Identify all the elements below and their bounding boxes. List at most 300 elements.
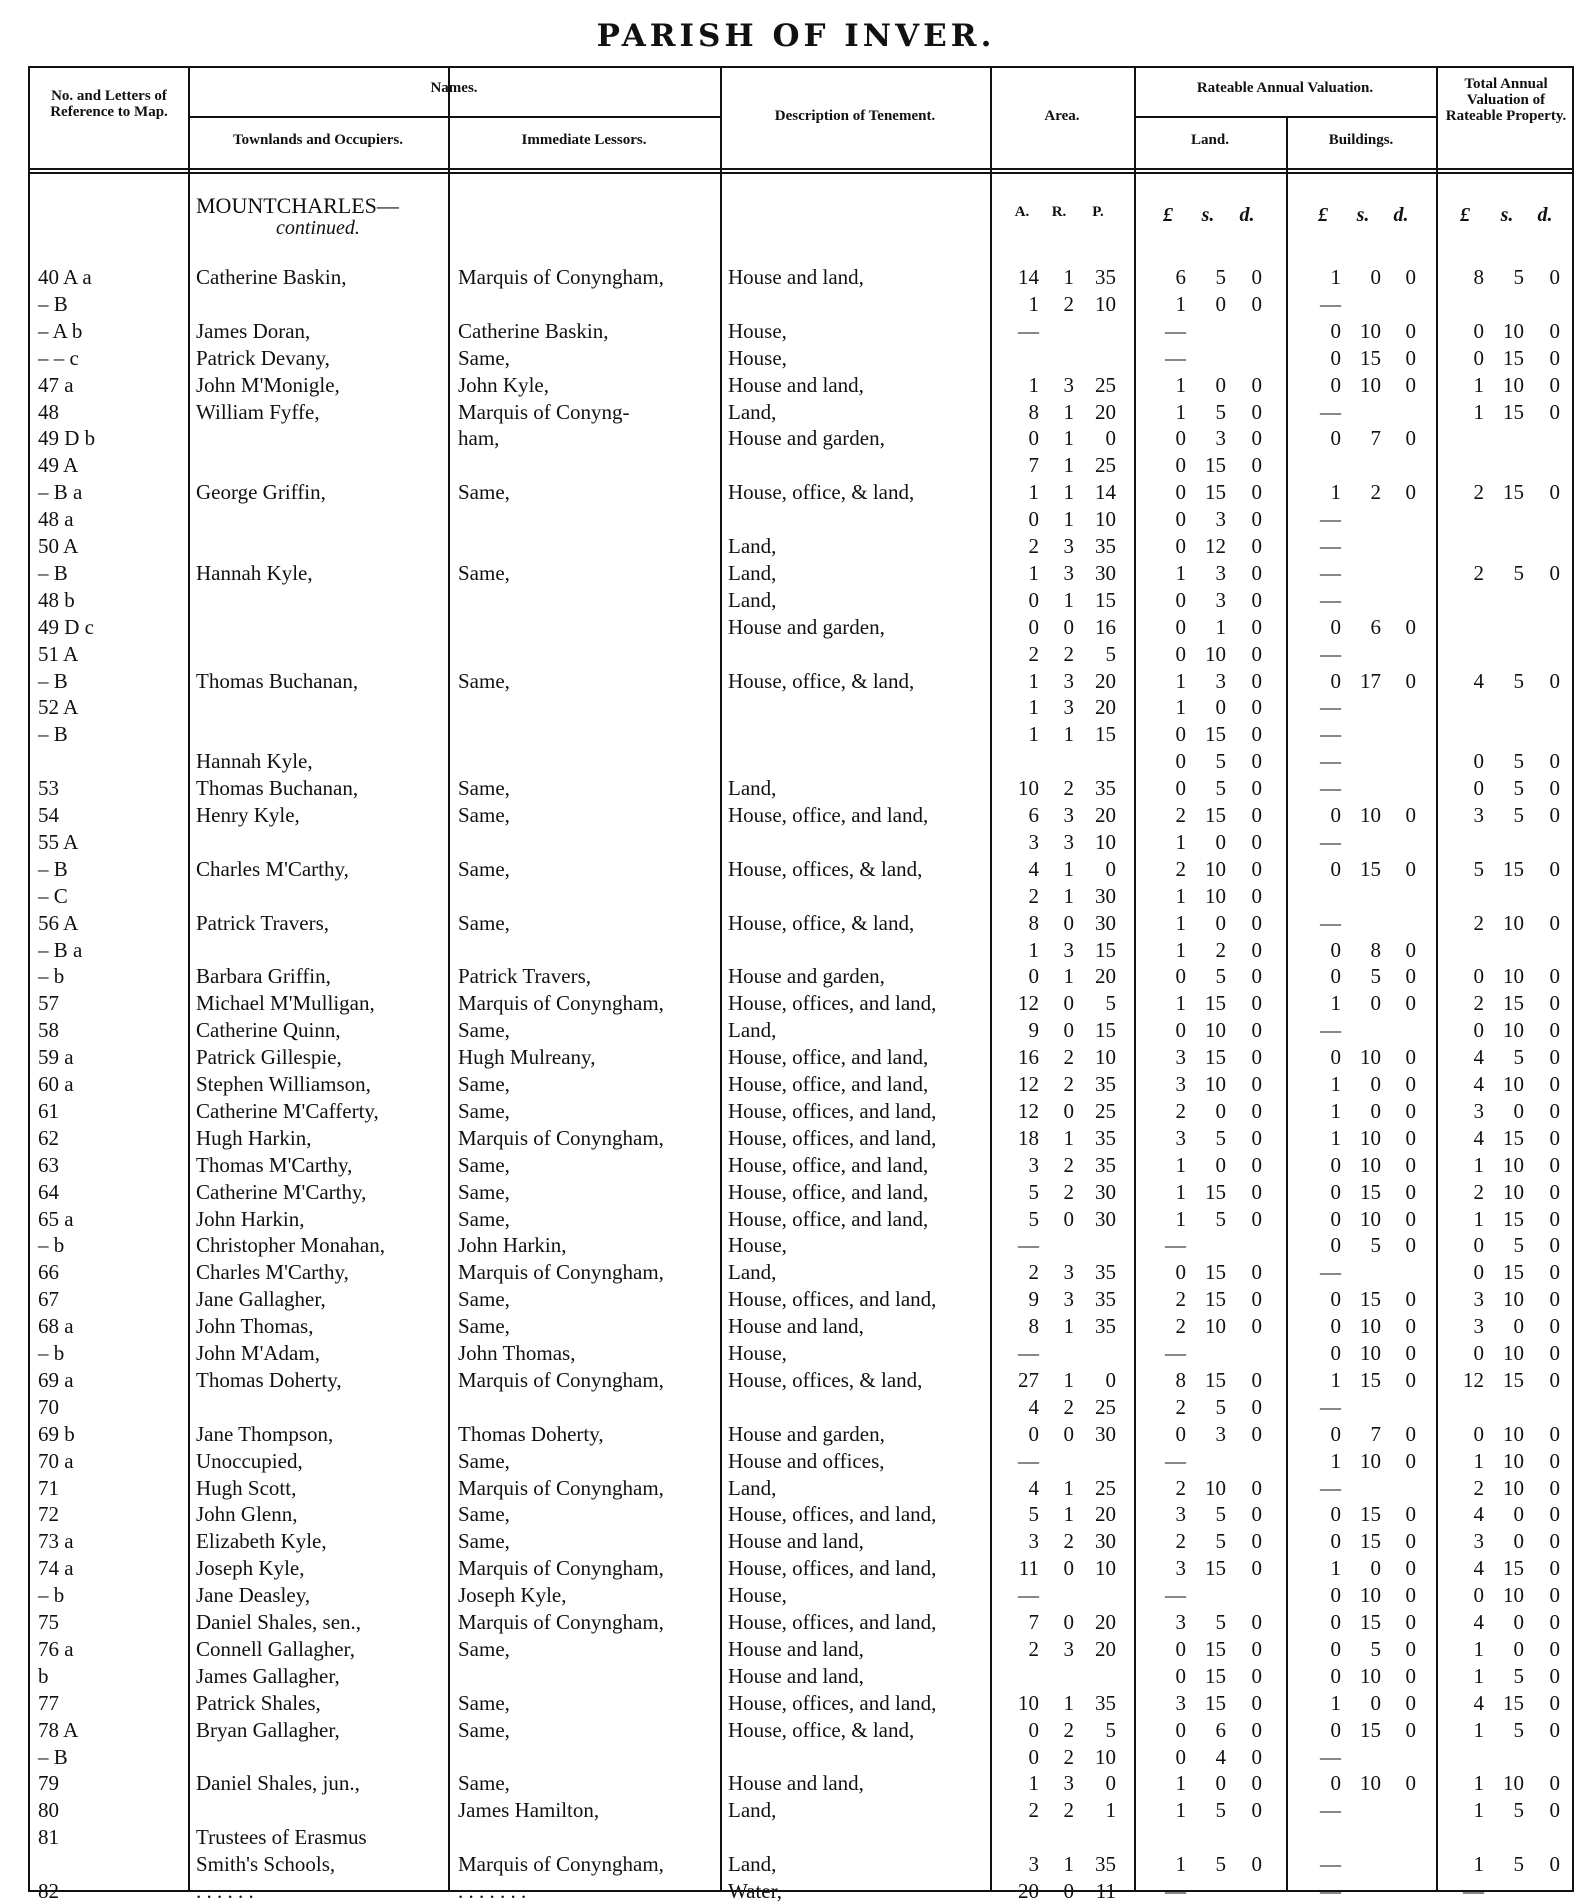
occupier-cell: John Thomas, (196, 1314, 314, 1339)
roods-cell: 0 (1063, 1879, 1074, 1903)
table-row (0, 1717, 1592, 1743)
acres-cell: 10 (1018, 1690, 1039, 1715)
occupier-cell: Patrick Devany, (196, 345, 330, 370)
buildings-pounds-cell: — (1320, 1260, 1341, 1285)
ref-cell: – B (38, 722, 68, 747)
land-pence-cell: 0 (1251, 910, 1262, 935)
total-shillings-cell: 5 (1513, 749, 1524, 774)
land-pounds-cell: 1 (1175, 1179, 1186, 1204)
total-pounds-cell: 4 (1473, 668, 1484, 693)
description-cell: House, offices, & land, (728, 1367, 923, 1392)
lessor-cell: John Kyle, (458, 372, 549, 397)
total-pence-cell: 0 (1549, 1610, 1560, 1634)
total-shillings-cell: 0 (1513, 1610, 1524, 1634)
land-pounds-cell: 2 (1175, 1529, 1186, 1554)
lessor-cell: Same, (458, 856, 510, 881)
total-pence-cell: 0 (1549, 1421, 1560, 1446)
description-cell: Land, (728, 534, 777, 558)
acres-cell: — (1018, 318, 1039, 343)
total-shillings-cell: 5 (1513, 1045, 1524, 1070)
land-pounds-cell: 0 (1175, 1018, 1186, 1043)
total-pence-cell: 0 (1549, 480, 1560, 505)
description-cell: House and land, (728, 1663, 864, 1688)
section-name: MOUNTCHARLES— (196, 193, 399, 218)
table-row (0, 883, 1592, 909)
unit-pence: d. (1393, 204, 1409, 226)
land-pence-cell: 0 (1251, 372, 1262, 397)
acres-cell: 2 (1028, 1798, 1039, 1823)
lessor-cell: Thomas Doherty, (458, 1421, 604, 1446)
table-row (0, 452, 1592, 478)
roods-cell: 3 (1063, 695, 1074, 720)
total-pounds-cell: 0 (1473, 1341, 1484, 1365)
buildings-pounds-cell: 0 (1330, 937, 1341, 962)
acres-cell: — (1018, 1583, 1039, 1608)
buildings-pounds-cell: 0 (1330, 668, 1341, 693)
total-pounds-cell: 0 (1473, 776, 1484, 801)
total-pounds-cell: 3 (1473, 1287, 1484, 1312)
land-pounds-cell: 1 (1175, 1152, 1186, 1177)
occupier-cell: Joseph Kyle, (196, 1556, 305, 1581)
land-pounds-cell: 0 (1175, 641, 1186, 666)
lessor-cell: Same, (458, 480, 510, 505)
description-cell: Land, (728, 1852, 777, 1877)
buildings-pounds-cell: 0 (1330, 1206, 1341, 1231)
occupier-cell: George Griffin, (196, 480, 326, 505)
table-row (0, 1367, 1592, 1393)
table-row (0, 479, 1592, 505)
land-pence-cell: 0 (1251, 964, 1262, 989)
total-shillings-cell: 15 (1503, 345, 1524, 370)
total-pounds-cell: 1 (1473, 1852, 1484, 1877)
total-pence-cell: 0 (1549, 372, 1560, 397)
land-pence-cell: 0 (1251, 722, 1262, 747)
perches-cell: 15 (1095, 722, 1116, 747)
buildings-pounds-cell: 0 (1330, 1341, 1341, 1365)
perches-cell: 0 (1105, 1771, 1116, 1796)
total-shillings-cell: 15 (1503, 856, 1524, 881)
occupier-cell: Hannah Kyle, (196, 560, 313, 585)
roods-cell: 1 (1063, 883, 1074, 908)
buildings-pounds-cell: 1 (1330, 1556, 1341, 1581)
ref-cell: b (38, 1663, 49, 1688)
land-shillings-cell: 5 (1215, 399, 1226, 424)
land-pence-cell: 0 (1251, 1098, 1262, 1123)
buildings-pence-cell: 0 (1405, 1771, 1416, 1796)
perches-cell: 35 (1095, 1260, 1116, 1285)
ref-cell: 60 a (38, 1072, 74, 1096)
land-shillings-cell: 0 (1215, 1098, 1226, 1123)
description-cell: House, office, & land, (728, 480, 915, 505)
occupier-cell: John M'Monigle, (196, 372, 340, 397)
total-pence-cell: 0 (1549, 1260, 1560, 1285)
buildings-pence-cell: 0 (1405, 1583, 1416, 1608)
perches-cell: 5 (1105, 641, 1116, 666)
total-pence-cell: 0 (1549, 1152, 1560, 1177)
buildings-pence-cell: 0 (1405, 991, 1416, 1016)
rule (28, 172, 1574, 174)
perches-cell: 30 (1095, 1179, 1116, 1204)
occupier-cell: Hugh Harkin, (196, 1125, 312, 1150)
land-shillings-cell: 3 (1215, 507, 1226, 532)
acres-cell: 1 (1028, 722, 1039, 747)
lessor-cell: Same, (458, 1529, 510, 1554)
description-cell: House, office, and land, (728, 1045, 929, 1070)
land-shillings-cell: 10 (1205, 883, 1226, 908)
ref-cell: – b (38, 1341, 65, 1365)
total-shillings-cell: 5 (1513, 1233, 1524, 1258)
buildings-pounds-cell: 1 (1330, 1448, 1341, 1473)
lessor-cell: . . . . . . . (458, 1879, 527, 1903)
buildings-pounds-cell: — (1320, 1394, 1341, 1419)
land-shillings-cell: 5 (1215, 265, 1226, 289)
acres-cell: 0 (1028, 964, 1039, 989)
total-pounds-cell: 8 (1473, 265, 1484, 289)
description-cell: House, offices, and land, (728, 1690, 937, 1715)
buildings-pounds-cell: 0 (1330, 1045, 1341, 1070)
perches-cell: 35 (1095, 1690, 1116, 1715)
ref-cell: 79 (38, 1771, 59, 1796)
table-row (0, 264, 1592, 290)
unit-shillings: s. (1356, 204, 1370, 226)
occupier-cell: John Glenn, (196, 1502, 298, 1527)
total-pence-cell: 0 (1549, 1314, 1560, 1339)
unit-pence: d. (1537, 204, 1553, 226)
total-pounds-cell: 1 (1473, 1771, 1484, 1796)
lessor-cell: John Harkin, (458, 1233, 567, 1258)
table-row (0, 910, 1592, 936)
buildings-shillings-cell: 15 (1360, 1287, 1381, 1312)
total-shillings-cell: 10 (1503, 964, 1524, 989)
perches-cell: 15 (1095, 937, 1116, 962)
perches-cell: 35 (1095, 1125, 1116, 1150)
description-cell: House, office, & land, (728, 668, 915, 693)
land-shillings-cell: 5 (1215, 1206, 1226, 1231)
land-pence-cell: 0 (1251, 1179, 1262, 1204)
ref-cell: 66 (38, 1260, 59, 1285)
land-pounds-cell: — (1165, 345, 1186, 370)
perches-cell: 35 (1095, 534, 1116, 558)
buildings-shillings-cell: 0 (1370, 1690, 1381, 1715)
buildings-pounds-cell: 1 (1330, 1125, 1341, 1150)
land-pence-cell: 0 (1251, 668, 1262, 693)
land-pounds-cell: — (1165, 318, 1186, 343)
roods-cell: 1 (1063, 1367, 1074, 1392)
rule (1134, 116, 1436, 118)
land-shillings-cell: 15 (1205, 1287, 1226, 1312)
total-pounds-cell: 2 (1473, 910, 1484, 935)
lessor-cell: Marquis of Conyngham, (458, 1610, 664, 1634)
perches-cell: 16 (1095, 614, 1116, 639)
land-pounds-cell: 2 (1175, 1394, 1186, 1419)
perches-cell: 30 (1095, 910, 1116, 935)
perches-cell: 20 (1095, 399, 1116, 424)
occupier-cell: . . . . . . (196, 1879, 254, 1903)
perches-cell: 20 (1095, 668, 1116, 693)
land-pence-cell: 0 (1251, 1152, 1262, 1177)
buildings-pounds-cell: — (1320, 695, 1341, 720)
lessor-cell: Hugh Mulreany, (458, 1045, 596, 1070)
roods-cell: 1 (1063, 587, 1074, 612)
roods-cell: 1 (1063, 1475, 1074, 1500)
perches-cell: 10 (1095, 507, 1116, 532)
header-ref: No. and Letters of Reference to Map. (50, 88, 168, 120)
total-pence-cell: 0 (1549, 1690, 1560, 1715)
buildings-pounds-cell: — (1320, 560, 1341, 585)
occupier-cell: Barbara Griffin, (196, 964, 331, 989)
buildings-pounds-cell: — (1320, 910, 1341, 935)
total-pounds-cell: 1 (1473, 1798, 1484, 1823)
total-pence-cell: 0 (1549, 1072, 1560, 1096)
acres-cell: 0 (1028, 426, 1039, 451)
table-row (0, 829, 1592, 855)
buildings-pounds-cell: 0 (1330, 614, 1341, 639)
roods-cell: 1 (1063, 426, 1074, 451)
land-pounds-cell: — (1165, 1879, 1186, 1903)
total-pounds-cell: 1 (1473, 1152, 1484, 1177)
land-pounds-cell: 0 (1175, 614, 1186, 639)
description-cell: House, offices, and land, (728, 1098, 937, 1123)
acres-cell: 2 (1028, 883, 1039, 908)
land-pence-cell: 0 (1251, 265, 1262, 289)
buildings-shillings-cell: 0 (1370, 265, 1381, 289)
perches-cell: 1 (1105, 1798, 1116, 1823)
buildings-pounds-cell: 0 (1330, 1529, 1341, 1554)
ref-cell: 63 (38, 1152, 59, 1177)
buildings-shillings-cell: 6 (1370, 614, 1381, 639)
buildings-shillings-cell: 7 (1370, 426, 1381, 451)
description-cell: House, office, & land, (728, 910, 915, 935)
land-pence-cell: 0 (1251, 1502, 1262, 1527)
description-cell: Land, (728, 1798, 777, 1823)
ref-cell: 70 (38, 1394, 59, 1419)
land-pounds-cell: 1 (1175, 695, 1186, 720)
table-row (0, 694, 1592, 720)
buildings-pounds-cell: 0 (1330, 372, 1341, 397)
land-pounds-cell: 1 (1175, 883, 1186, 908)
ref-cell: – b (38, 964, 65, 989)
land-pence-cell: 0 (1251, 1018, 1262, 1043)
total-pence-cell: 0 (1549, 318, 1560, 343)
lessor-cell: James Hamilton, (458, 1798, 600, 1823)
description-cell: House, (728, 318, 787, 343)
roods-cell: 1 (1063, 1314, 1074, 1339)
lessor-cell: Same, (458, 1636, 510, 1661)
total-shillings-cell: 5 (1513, 776, 1524, 801)
perches-cell: 35 (1095, 1072, 1116, 1096)
acres-cell: 4 (1028, 1394, 1039, 1419)
land-pence-cell: 0 (1251, 1798, 1262, 1823)
ref-cell: – B a (38, 480, 83, 505)
table-row (0, 506, 1592, 532)
roods-cell: 3 (1063, 803, 1074, 827)
total-pence-cell: 0 (1549, 1852, 1560, 1877)
total-pence-cell: 0 (1549, 749, 1560, 774)
roods-cell: 2 (1063, 1798, 1074, 1823)
land-pence-cell: 0 (1251, 937, 1262, 962)
total-pence-cell: 0 (1549, 345, 1560, 370)
description-cell: House, offices, and land, (728, 991, 937, 1016)
description-cell: House and land, (728, 1314, 864, 1339)
ref-cell: 78 A (38, 1717, 79, 1742)
land-shillings-cell: 0 (1215, 910, 1226, 935)
land-shillings-cell: 0 (1215, 291, 1226, 316)
occupier-cell: Unoccupied, (196, 1448, 303, 1473)
buildings-pounds-cell: — (1320, 829, 1341, 854)
occupier-cell: Michael M'Mulligan, (196, 991, 375, 1016)
land-shillings-cell: 15 (1205, 1179, 1226, 1204)
acres-cell: 8 (1028, 399, 1039, 424)
ref-cell: 76 a (38, 1636, 74, 1661)
description-cell: House, office, and land, (728, 1206, 929, 1231)
acres-cell: — (1018, 1448, 1039, 1473)
buildings-shillings-cell: 10 (1360, 1663, 1381, 1688)
occupier-cell: Hugh Scott, (196, 1475, 297, 1500)
occupier-cell: Patrick Gillespie, (196, 1045, 342, 1070)
ref-cell: – B (38, 560, 68, 585)
roods-cell: 2 (1063, 1394, 1074, 1419)
occupier-cell: William Fyffe, (196, 399, 320, 424)
ref-cell: 69 a (38, 1367, 74, 1392)
land-pence-cell: 0 (1251, 695, 1262, 720)
unit-pounds: £ (1318, 204, 1328, 226)
total-shillings-cell: 15 (1503, 1690, 1524, 1715)
buildings-pounds-cell: 1 (1330, 480, 1341, 505)
acres-cell: 3 (1028, 1529, 1039, 1554)
description-cell: Land, (728, 1018, 777, 1043)
acres-cell: 5 (1028, 1206, 1039, 1231)
occupier-cell: John M'Adam, (196, 1341, 320, 1365)
land-shillings-cell: 3 (1215, 1421, 1226, 1446)
table-row (0, 1528, 1592, 1554)
description-cell: House and garden, (728, 964, 885, 989)
buildings-pence-cell: 0 (1405, 803, 1416, 827)
total-pounds-cell: 0 (1473, 1260, 1484, 1285)
description-cell: House, offices, and land, (728, 1610, 937, 1634)
total-pence-cell: 0 (1549, 910, 1560, 935)
ref-cell: 82 (38, 1879, 59, 1903)
land-pounds-cell: 0 (1175, 749, 1186, 774)
total-pounds-cell: 2 (1473, 1475, 1484, 1500)
buildings-shillings-cell: 10 (1360, 318, 1381, 343)
total-pounds-cell: 2 (1473, 991, 1484, 1016)
ref-cell: 47 a (38, 372, 74, 397)
occupier-cell: Jane Thompson, (196, 1421, 334, 1446)
land-pence-cell: 0 (1251, 1771, 1262, 1796)
acres-cell: 1 (1028, 695, 1039, 720)
header-total: Total Annual Valuation of Rateable Property. (1445, 76, 1567, 124)
total-pence-cell: 0 (1549, 1018, 1560, 1043)
description-cell: Land, (728, 560, 777, 585)
total-pence-cell: 0 (1549, 1233, 1560, 1258)
acres-cell: 10 (1018, 776, 1039, 801)
table-row (0, 1394, 1592, 1420)
ref-cell: 48 b (38, 587, 75, 612)
total-pounds-cell: 1 (1473, 1663, 1484, 1688)
lessor-cell: Marquis of Conyngham, (458, 991, 664, 1016)
total-shillings-cell: 5 (1513, 1798, 1524, 1823)
land-pounds-cell: 0 (1175, 1663, 1186, 1688)
buildings-pounds-cell: 1 (1330, 1367, 1341, 1392)
occupier-cell: Daniel Shales, jun., (196, 1771, 360, 1796)
total-pounds-cell: 0 (1473, 318, 1484, 343)
buildings-pounds-cell: — (1320, 722, 1341, 747)
total-shillings-cell: 0 (1513, 1529, 1524, 1554)
roods-cell: 2 (1063, 1072, 1074, 1096)
buildings-pence-cell: 0 (1405, 1556, 1416, 1581)
lessor-cell: ham, (458, 426, 500, 451)
buildings-pence-cell: 0 (1405, 1314, 1416, 1339)
perches-cell: 30 (1095, 1421, 1116, 1446)
acres-cell: 1 (1028, 937, 1039, 962)
land-shillings-cell: 5 (1215, 1125, 1226, 1150)
ref-cell: 64 (38, 1179, 59, 1204)
land-pence-cell: 0 (1251, 587, 1262, 612)
land-shillings-cell: 5 (1215, 776, 1226, 801)
occupier-cell: Charles M'Carthy, (196, 856, 349, 881)
land-shillings-cell: 4 (1215, 1744, 1226, 1769)
total-pence-cell: 0 (1549, 803, 1560, 827)
lessor-cell: Marquis of Conyngham, (458, 1475, 664, 1500)
occupier-cell: Trustees of Erasmus (196, 1825, 367, 1850)
roods-cell: 3 (1063, 560, 1074, 585)
land-pounds-cell: 1 (1175, 560, 1186, 585)
header-area: Area. (1044, 108, 1080, 124)
total-shillings-cell: 5 (1513, 265, 1524, 289)
land-shillings-cell: 5 (1215, 964, 1226, 989)
buildings-shillings-cell: 5 (1370, 1636, 1381, 1661)
total-pounds-cell: 4 (1473, 1045, 1484, 1070)
roods-cell: 1 (1063, 1690, 1074, 1715)
total-pounds-cell: 2 (1473, 560, 1484, 585)
buildings-pounds-cell: 0 (1330, 856, 1341, 881)
roods-cell: 0 (1063, 991, 1074, 1016)
table-row (0, 1044, 1592, 1070)
land-pence-cell: 0 (1251, 641, 1262, 666)
land-pounds-cell: 0 (1175, 1636, 1186, 1661)
land-pounds-cell: 1 (1175, 291, 1186, 316)
total-pounds-cell: 4 (1473, 1125, 1484, 1150)
acres-cell: 5 (1028, 1179, 1039, 1204)
header-townlands: Townlands and Occupiers. (233, 132, 403, 148)
lessor-cell: Marquis of Conyngham, (458, 1367, 664, 1392)
roods-cell: 1 (1063, 1125, 1074, 1150)
total-shillings-cell: 0 (1513, 1502, 1524, 1527)
table-row (0, 1663, 1592, 1689)
total-shillings-cell: 5 (1513, 1663, 1524, 1688)
buildings-shillings-cell: 0 (1370, 1098, 1381, 1123)
lessor-cell: Same, (458, 1206, 510, 1231)
roods-cell: 0 (1063, 1206, 1074, 1231)
buildings-pounds-cell: — (1320, 534, 1341, 558)
ref-cell: 74 a (38, 1556, 74, 1581)
lessor-cell: Same, (458, 1152, 510, 1177)
header-buildings: Buildings. (1328, 132, 1394, 148)
land-pounds-cell: — (1165, 1341, 1186, 1365)
table-row (0, 399, 1592, 425)
land-pence-cell: 0 (1251, 883, 1262, 908)
acres-cell: 20 (1018, 1879, 1039, 1903)
ref-cell: – B (38, 291, 68, 316)
land-pounds-cell: 0 (1175, 480, 1186, 505)
land-pounds-cell: 2 (1175, 856, 1186, 881)
land-pounds-cell: 1 (1175, 1852, 1186, 1877)
land-pence-cell: 0 (1251, 1636, 1262, 1661)
description-cell: House and land, (728, 1636, 864, 1661)
land-pounds-cell: 0 (1175, 1744, 1186, 1769)
buildings-shillings-cell: 10 (1360, 1152, 1381, 1177)
table-row (0, 614, 1592, 640)
